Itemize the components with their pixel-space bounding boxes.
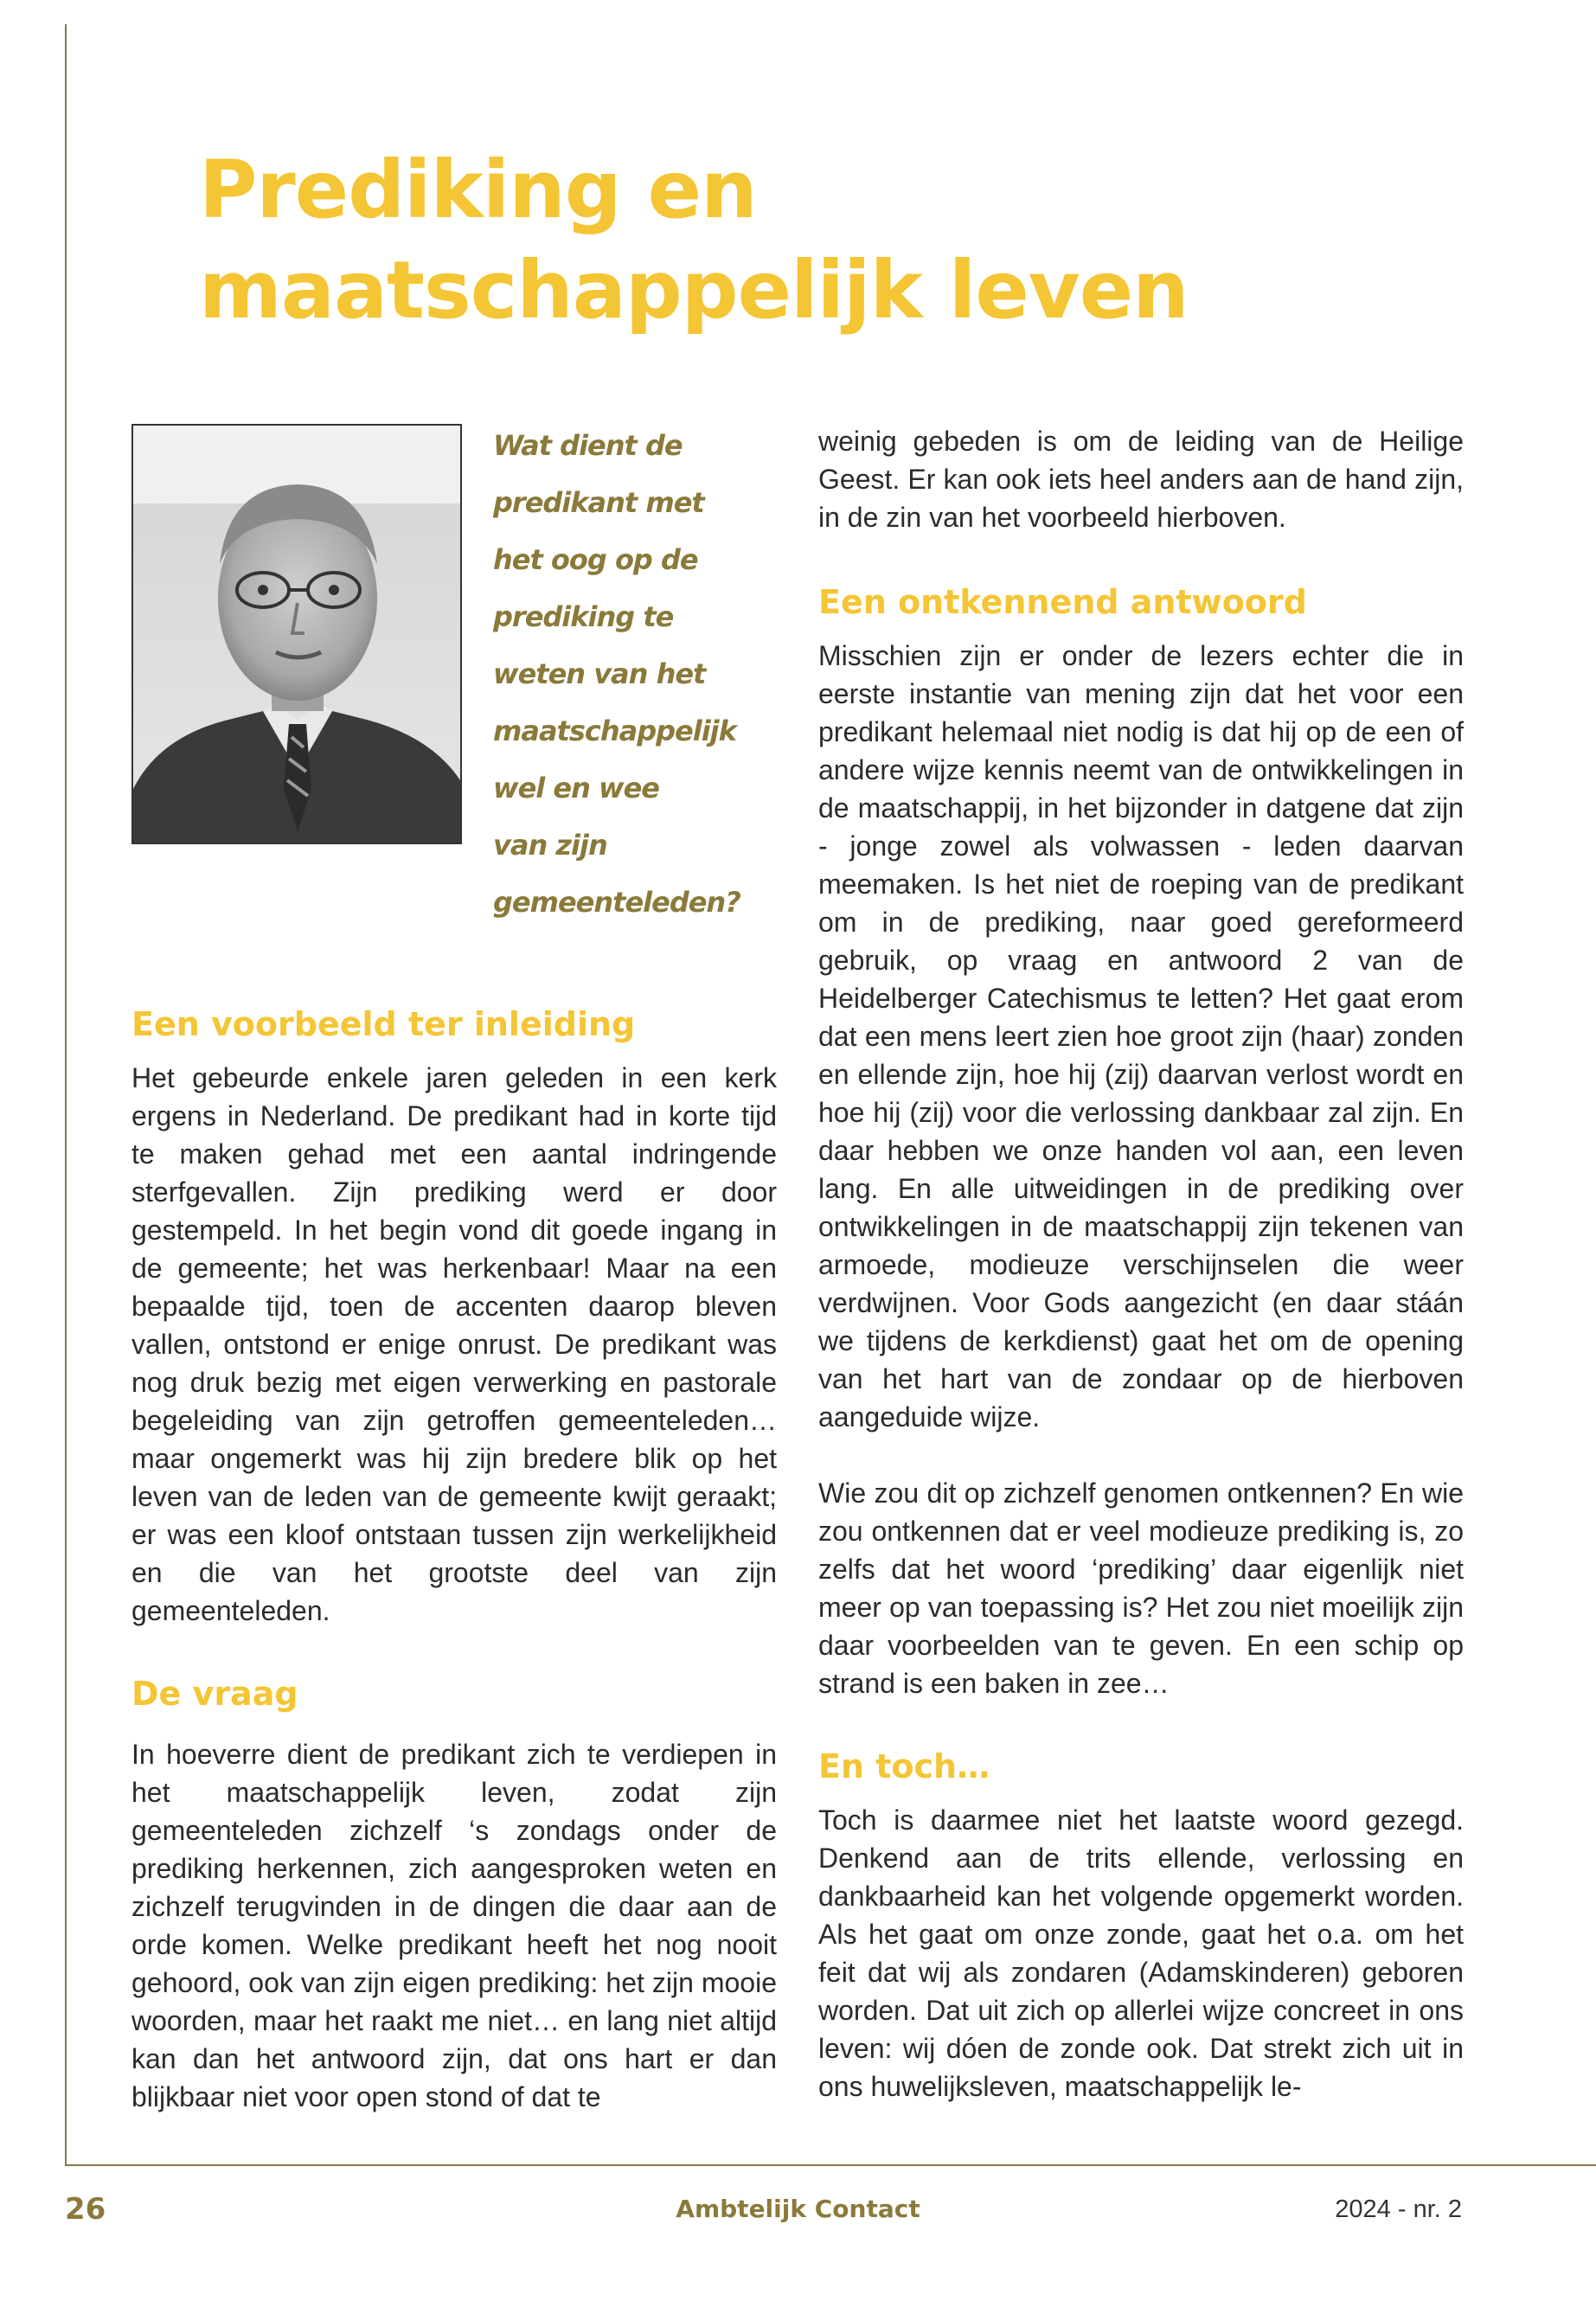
title-line: maatschappelijk leven: [199, 244, 1189, 336]
section-heading: Een voorbeeld ter inleiding: [131, 1005, 636, 1043]
pull-quote-line: prediking te: [493, 600, 674, 633]
pull-quote-line: predikant met: [493, 486, 704, 519]
pull-quote-line: Wat dient de: [493, 429, 683, 462]
body-paragraph: In hoeverre dient de predikant zich te verdiepen in het maatschappelijk leven, zodat zijn gemeenteleden zichzelf ‘s zondags onder de prediking herkennen, zich aangesproken weten en zichzelf terugvinden in de dingen die daar aan de orde komen. Welke predikant heeft het nog nooit gehoord, ook van zijn eigen prediking: het zijn mooie woorden, maar het raakt me niet… en lang niet altijd kan dan het antwoord zijn, dat ons hart er dan blijkbaar niet voor open stond of dat te: [131, 1739, 777, 2112]
footer-rule: [65, 2164, 1596, 2166]
pull-quote-line: weten van het: [493, 657, 706, 690]
body-paragraph: Toch is daarmee niet het laatste woord gezegd. Denkend aan de trits ellende, verlossing en dankbaarheid kan het volgende opgemerkt worden. Als het gaat om onze zonde, gaat het o.a. om het feit dat wij als zondaren (Adamskinderen) geboren worden. Dat uit zich op allerlei wijze concreet in ons leven: wij dóen de zonde ook. Dat strekt zich uit in ons huwelijksleven, maatschappelijk le-: [818, 1804, 1464, 2102]
section-heading: De vraag: [131, 1675, 298, 1713]
publication-name: Ambtelijk Contact: [676, 2195, 920, 2223]
page-number: 26: [65, 2192, 106, 2227]
portrait-image: [133, 426, 460, 843]
title-line: Prediking en: [199, 144, 757, 236]
pull-quote-line: van zijn: [493, 829, 607, 862]
body-paragraph: Het gebeurde enkele jaren geleden in een kerk ergens in Nederland. De predikant had in korte tijd te maken gehad met een aantal indringende sterfgevallen. Zijn prediking werd er door gestempeld. In het begin vond dit goede ingang in de gemeente; het was herkenbaar! Maar na een bepaalde tijd, toen de accenten daarop bleven vallen, ontstond er enige onrust. De predikant was nog druk bezig met eigen verwerking en pastorale begeleiding van zijn getroffen gemeenteleden… maar ongemerkt was hij zijn bredere blik op het leven van de leden van de gemeente kwijt geraakt; er was een kloof ontstaan tussen zijn werkelijkheid en die van het grootste deel van zijn gemeenteleden.: [131, 1062, 777, 1626]
pull-quote-line: gemeenteleden?: [493, 886, 740, 919]
right-column: [818, 422, 1464, 2106]
issue-label: 2024 - nr. 2: [1335, 2195, 1462, 2223]
author-photo: [131, 424, 462, 844]
pull-quote-line: maatschappelijk: [493, 715, 736, 747]
article-title: [199, 140, 1453, 341]
pull-quote: [493, 417, 740, 931]
pull-quote-line: wel en wee: [493, 772, 659, 804]
left-column: [131, 1002, 777, 2116]
body-paragraph: weinig gebeden is om de leiding van de Heilige Geest. Er kan ook iets heel anders aan de hand zijn, in de zin van het voorbeeld hierboven.: [818, 426, 1464, 533]
section-heading: Een ontkennend antwoord: [818, 583, 1307, 621]
section-heading: En toch…: [818, 1747, 990, 1785]
left-margin-rule: [65, 24, 67, 2166]
body-paragraph: Misschien zijn er onder de lezers echter die in eerste instantie van mening zijn dat het voor een predikant helemaal niet nodig is dat hij op de een of andere wijze kennis neemt van de ontwikkelingen in de maatschappij, in het bijzonder in datgene dat zijn - jonge zowel als volwassen - leden daarvan meemaken. Is het niet de roeping van de predikant om in de prediking, naar goed gereformeerd gebruik, op vraag en antwoord 2 van de Heidelberger Catechismus te letten? Het gaat erom dat een mens leert zien hoe groot zijn (haar) zonden en ellende zijn, hoe hij (zij) daarvan verlost wordt en hoe hij (zij) voor die verlossing dankbaar zal zijn. En daar hebben we onze handen vol aan, een leven lang. En alle uitweidingen in de prediking over ontwikkelingen in de maatschappij zijn tekenen van armoede, modieuze verschijnselen die weer verdwijnen. Voor Gods aangezicht (en daar stáán we tijdens de kerkdienst) gaat het om de opening van het hart van de zondaar op de hierboven aangeduide wijze.: [818, 640, 1464, 1433]
pull-quote-line: het oog op de: [493, 543, 698, 576]
body-paragraph: Wie zou dit op zichzelf genomen ontkennen? En wie zou ontkennen dat er veel modieuze prediking is, zo zelfs dat het woord ‘prediking’ daar eigenlijk niet meer op van toepassing is? Het zou niet moeilijk zijn daar voorbeelden van te geven. En een schip op strand is een baken in zee…: [818, 1477, 1464, 1699]
